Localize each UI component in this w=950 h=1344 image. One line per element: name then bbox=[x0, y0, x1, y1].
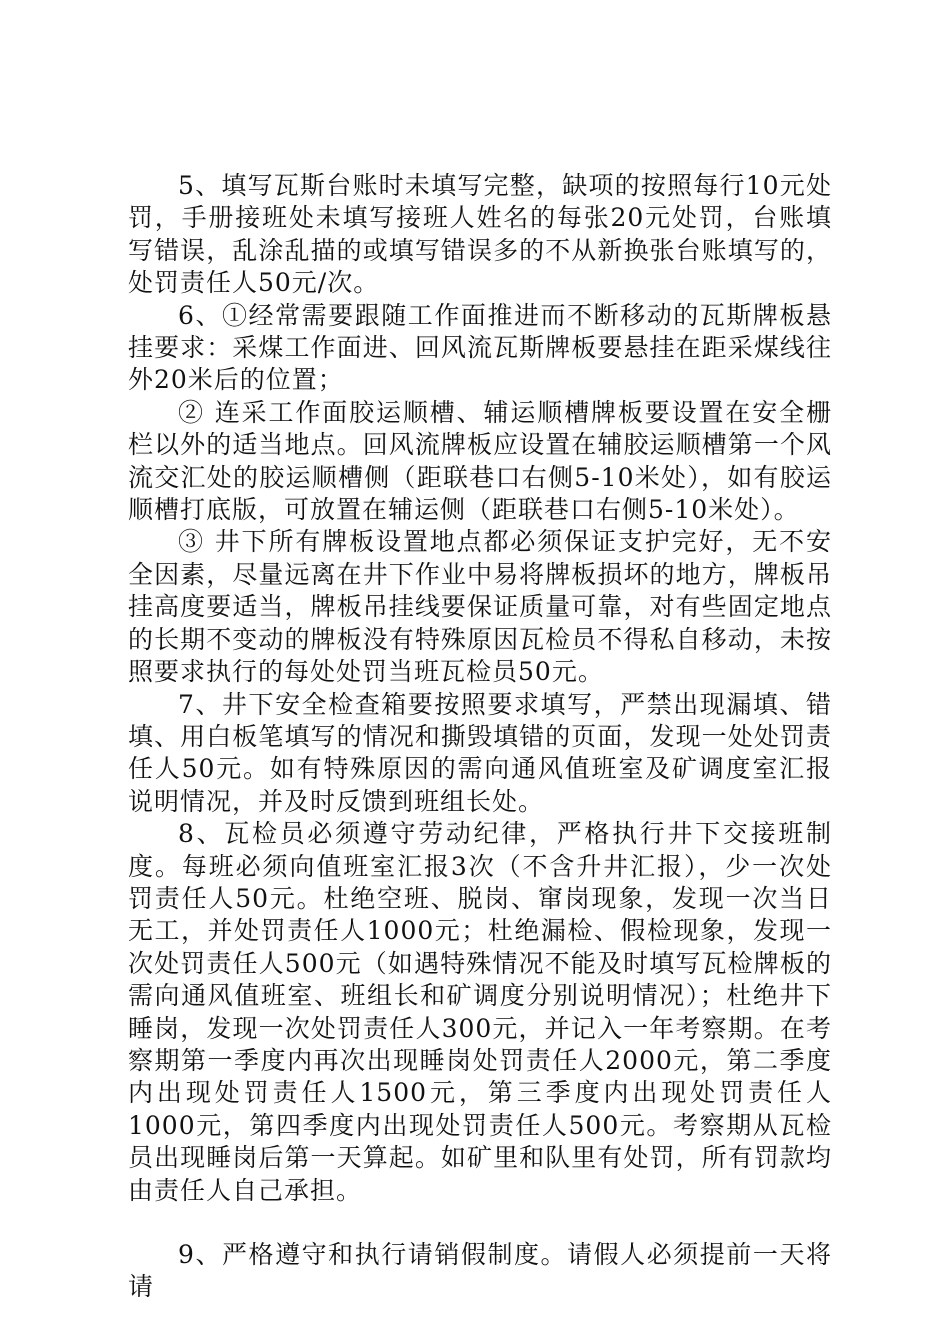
paragraph-item-6-board-hanging: 6、①经常需要跟随工作面推进而不断移动的瓦斯牌板悬挂要求：采煤工作面进、回风流瓦斯牌板要悬挂在距采煤线往外20米后的位置； bbox=[128, 300, 832, 395]
paragraph-item-6-sub-3: ③ 井下所有牌板设置地点都必须保证支护完好，无不安全因素，尽量远离在井下作业中易将牌板损坏的地方，牌板吊挂高度要适当，牌板吊挂线要保证质量可靠，对有些固定地点的长期不变动的牌板没有特殊原因瓦检员不得私自移动，未按照要求执行的每处处罚当班瓦检员50元。 bbox=[128, 527, 832, 687]
paragraph-item-7-inspection-box: 7、井下安全检查箱要按照要求填写，严禁出现漏填、错填、用白板笔填写的情况和撕毁填错的页面，发现一处处罚责任人50元。如有特殊原因的需向通风值班室及矿调度室汇报说明情况，并及时反馈到班组长处。 bbox=[128, 689, 832, 816]
paragraph-item-8-labor-discipline: 8、瓦检员必须遵守劳动纪律，严格执行井下交接班制度。每班必须向值班室汇报3次（不含升井汇报），少一次处罚责任人50元。杜绝空班、脱岗、窜岗现象，发现一次当日无工，并处罚责任人1000元；杜绝漏检、假检现象，发现一次处罚责任人500元（如遇特殊情况不能及时填写瓦检牌板的需向通风值班室、班组长和矿调度分别说明情况）；杜绝井下睡岗，发现一次处罚责任人300元，并记入一年考察期。在考察期第一季度内再次出现睡岗处罚责任人2000元，第二季度内出现处罚责任人1500元，第三季度内出现处罚责任人1000元，第四季度内出现处罚责任人500元。考察期从瓦检员出现睡岗后第一天算起。如矿里和队里有处罚，所有罚款均由责任人自己承担。 bbox=[128, 819, 832, 1205]
paragraph-item-9-leave-system: 9、严格遵守和执行请销假制度。请假人必须提前一天将请 bbox=[128, 1240, 832, 1302]
document-body bbox=[128, 170, 832, 1304]
paragraph-item-6-sub-2: ② 连采工作面胶运顺槽、辅运顺槽牌板要设置在安全栅栏以外的适当地点。回风流牌板应设置在辅胶运顺槽第一个风流交汇处的胶运顺槽侧（距联巷口右侧5-10米处），如有胶运顺槽打底版，可放置在辅运侧（距联巷口右侧5-10米处）。 bbox=[128, 397, 832, 525]
paragraph-item-5-incomplete-ledger: 5、填写瓦斯台账时未填写完整，缺项的按照每行10元处罚，手册接班处未填写接班人姓名的每张20元处罚，台账填写错误，乱涂乱描的或填写错误多的不从新换张台账填写的，处罚责任人50元/次。 bbox=[128, 171, 832, 298]
